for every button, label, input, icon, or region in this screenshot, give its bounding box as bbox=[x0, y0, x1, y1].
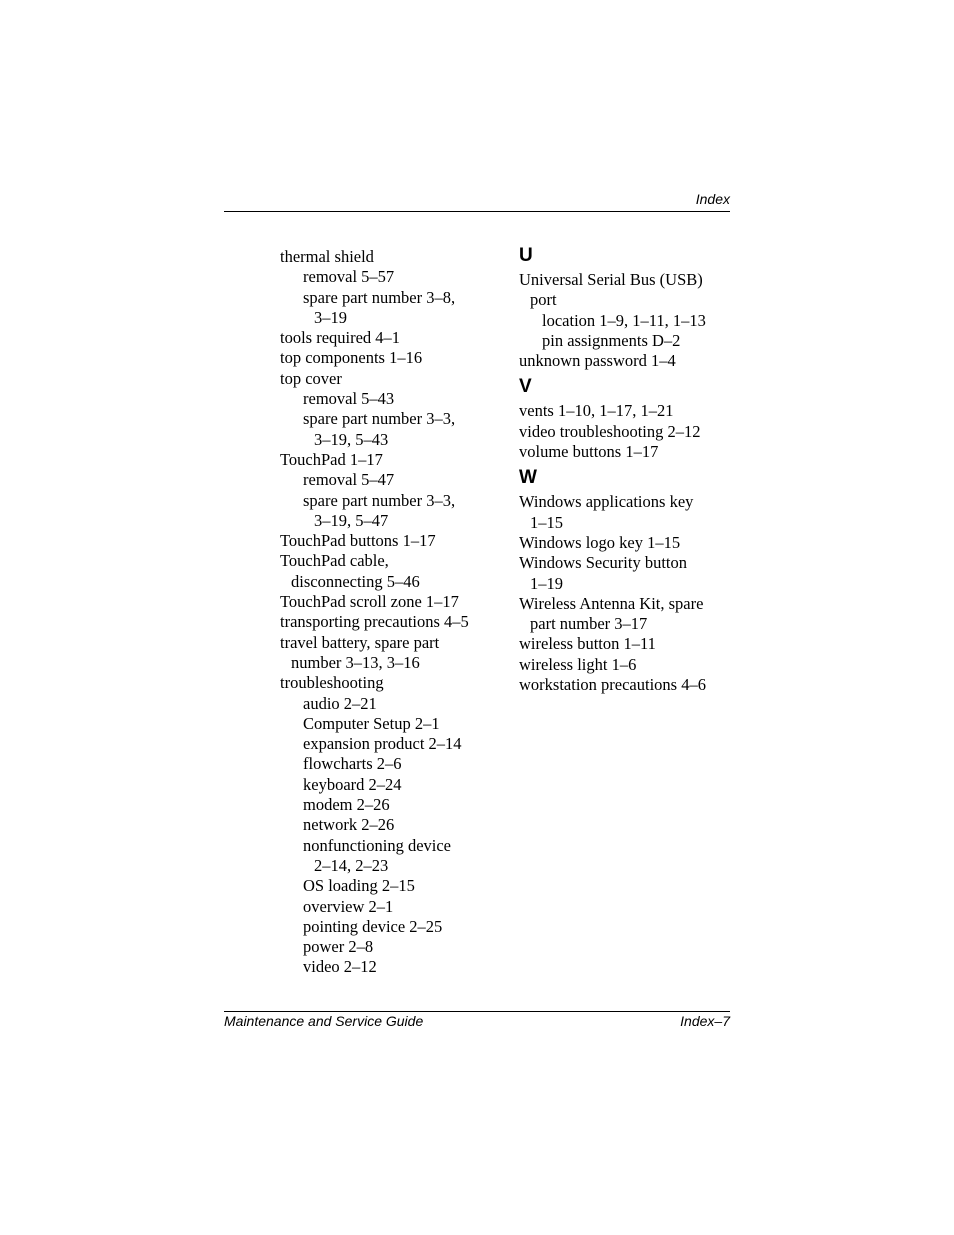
index-entry: Universal Serial Bus (USB) bbox=[519, 270, 703, 289]
footer-rule bbox=[224, 1011, 730, 1012]
index-entry: TouchPad 1–17 bbox=[280, 449, 383, 469]
index-letter-heading: W bbox=[519, 467, 537, 489]
index-subentry: power 2–8 bbox=[303, 937, 374, 957]
index-column-right bbox=[519, 244, 739, 695]
index-entry: wireless button 1–11 bbox=[519, 634, 656, 654]
running-head: Index bbox=[695, 191, 730, 207]
index-subentry: keyboard 2–24 bbox=[303, 774, 402, 794]
index-subentry: spare part number 3–3, bbox=[303, 409, 456, 429]
index-entry: top cover bbox=[280, 368, 342, 388]
index-subentry: overview 2–1 bbox=[303, 896, 394, 916]
index-entry: transporting precautions 4–5 bbox=[280, 612, 469, 632]
index-entry: port bbox=[530, 290, 557, 310]
index-subentry: video 2–12 bbox=[303, 957, 377, 977]
index-subentry: modem 2–26 bbox=[303, 795, 390, 815]
index-subentry: 3–19, 5–47 bbox=[314, 510, 389, 530]
index-entry: Windows logo key 1–15 bbox=[519, 532, 681, 552]
index-entry: TouchPad scroll zone 1–17 bbox=[280, 592, 459, 612]
index-entry: video troubleshooting 2–12 bbox=[519, 421, 701, 441]
index-subentry: pin assignments D–2 bbox=[542, 330, 681, 350]
index-letter-heading: V bbox=[519, 376, 532, 398]
index-subentry: flowcharts 2–6 bbox=[303, 754, 402, 774]
index-entry: top components 1–16 bbox=[280, 348, 423, 368]
index-entry: vents 1–10, 1–17, 1–21 bbox=[519, 401, 674, 421]
index-subentry: expansion product 2–14 bbox=[303, 734, 462, 754]
index-subentry: removal 5–57 bbox=[303, 267, 395, 287]
index-entry: number 3–13, 3–16 bbox=[291, 652, 420, 672]
index-entry: troubleshooting bbox=[280, 673, 384, 693]
index-subentry: 3–19 bbox=[314, 307, 347, 327]
index-entry: workstation precautions 4–6 bbox=[519, 675, 706, 695]
index-entry: TouchPad buttons 1–17 bbox=[280, 531, 436, 551]
index-entry: thermal shield bbox=[280, 247, 374, 266]
index-subentry: audio 2–21 bbox=[303, 693, 377, 713]
index-entry: tools required 4–1 bbox=[280, 328, 401, 348]
index-subentry: 2–14, 2–23 bbox=[314, 855, 389, 875]
index-subentry: pointing device 2–25 bbox=[303, 916, 443, 936]
index-entry: disconnecting 5–46 bbox=[291, 571, 420, 591]
index-entry: part number 3–17 bbox=[530, 614, 648, 634]
index-entry: 1–19 bbox=[530, 573, 563, 593]
footer-title: Maintenance and Service Guide bbox=[224, 1013, 424, 1029]
index-letter-heading: U bbox=[519, 245, 533, 266]
index-entry: Windows Security button bbox=[519, 553, 687, 573]
index-entry: TouchPad cable, bbox=[280, 551, 389, 571]
index-entry: travel battery, spare part bbox=[280, 632, 440, 652]
index-subentry: 3–19, 5–43 bbox=[314, 429, 389, 449]
index-entry: volume buttons 1–17 bbox=[519, 442, 659, 462]
index-subentry: removal 5–47 bbox=[303, 470, 395, 490]
index-subentry: nonfunctioning device bbox=[303, 835, 452, 855]
index-subentry: Computer Setup 2–1 bbox=[303, 713, 440, 733]
index-entry: unknown password 1–4 bbox=[519, 351, 676, 371]
header-rule bbox=[224, 211, 730, 212]
index-subentry: location 1–9, 1–11, 1–13 bbox=[542, 310, 706, 330]
index-subentry: spare part number 3–8, bbox=[303, 287, 456, 307]
index-entry: 1–15 bbox=[530, 512, 563, 532]
page-number: Index–7 bbox=[680, 1013, 730, 1029]
index-subentry: OS loading 2–15 bbox=[303, 876, 415, 896]
index-entry: Wireless Antenna Kit, spare bbox=[519, 593, 704, 613]
index-entry: wireless light 1–6 bbox=[519, 654, 637, 674]
index-subentry: spare part number 3–3, bbox=[303, 490, 456, 510]
index-entry: Windows applications key bbox=[519, 492, 694, 512]
index-subentry: removal 5–43 bbox=[303, 389, 395, 409]
index-column-left bbox=[280, 247, 500, 978]
index-subentry: network 2–26 bbox=[303, 815, 395, 835]
